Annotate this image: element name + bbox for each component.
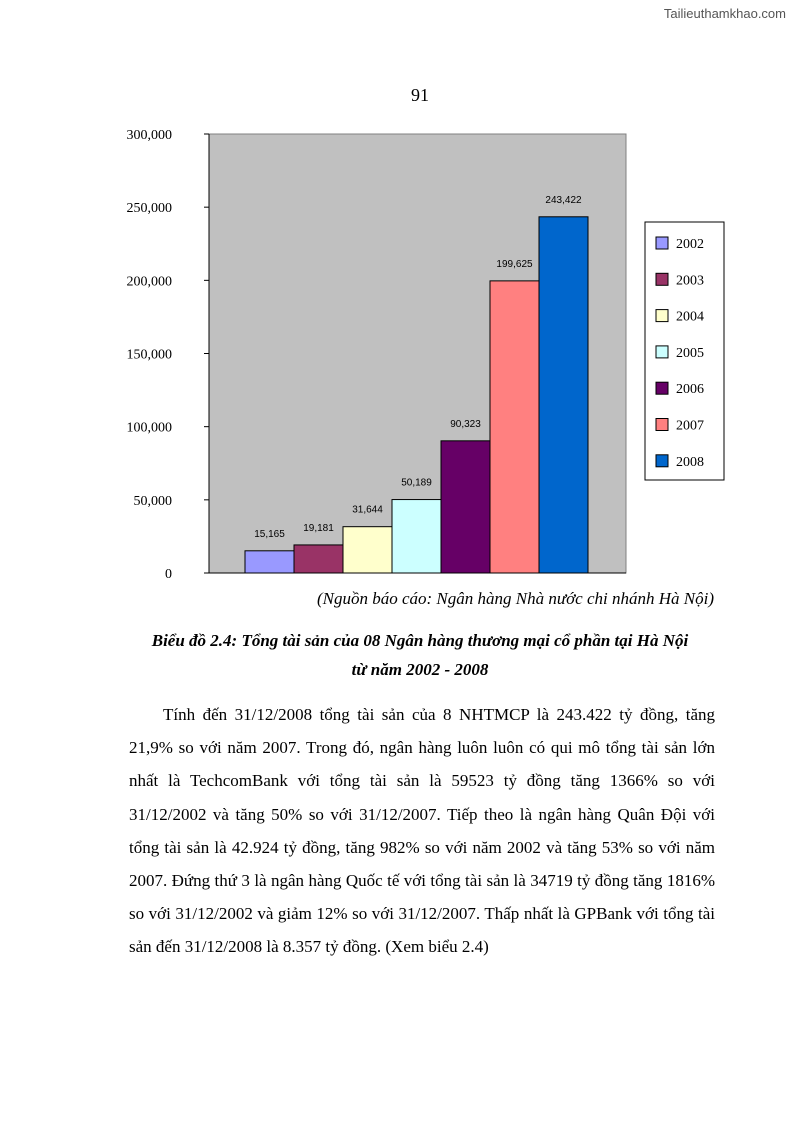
legend-label-2007: 2007 (676, 418, 704, 434)
y-tick-label: 50,000 (133, 493, 172, 509)
y-tick-label: 200,000 (126, 274, 172, 290)
legend-swatch-2003 (656, 273, 668, 285)
y-tick-label: 0 (165, 567, 172, 582)
source-note: (Nguồn báo cáo: Ngân hàng Nhà nước chi nhánh Hà Nội) (316, 589, 714, 608)
watermark: Tailieuthamkhao.com (663, 6, 786, 21)
data-label-2007: 199,625 (496, 258, 533, 270)
data-label-2005: 50,189 (401, 477, 432, 489)
data-label-2006: 90,323 (450, 418, 481, 430)
bar-2005 (392, 500, 441, 573)
y-tick-label: 100,000 (126, 420, 172, 436)
legend-label-2005: 2005 (676, 345, 704, 361)
data-label-2002: 15,165 (254, 528, 285, 540)
y-tick-label: 250,000 (126, 201, 172, 217)
y-tick-label: 300,000 (126, 128, 172, 143)
legend-swatch-2004 (656, 310, 668, 322)
legend-swatch-2008 (656, 455, 668, 467)
bar-2008 (539, 217, 588, 573)
legend-label-2008: 2008 (676, 454, 704, 470)
bar-2007 (490, 281, 539, 573)
body-paragraph: Tính đến 31/12/2008 tổng tài sản của 8 NHTMCP là 243.422 tỷ đồng, tăng 21,9% so với năm 2007. Trong đó, ngân hàng luôn luôn có qui mô tổng tài sản lớn nhất là TechcomBank với tổng tài sản là 59523 tỷ đồng tăng 1366% so với 31/12/2002 và tăng 50% so với 31/12/2007. Tiếp theo là ngân hàng Quân Đội với tổng tài sản là 42.924 tỷ đồng, tăng 982% so với năm 2002 và tăng 53% so với năm 2007. Đứng thứ 3 là ngân hàng Quốc tế với tổng tài sản là 34719 tỷ đồng tăng 1816% so với 31/12/2002 và giảm 12% so với 31/12/2007. Thấp nhất là GPBank với tổng tài sản đến 31/12/2008 là 8.357 tỷ đồng. (Xem biểu 2.4) (129, 705, 715, 957)
y-tick-label: 150,000 (126, 347, 172, 363)
legend-swatch-2002 (656, 237, 668, 249)
legend-swatch-2006 (656, 382, 668, 394)
legend-label-2006: 2006 (676, 382, 704, 398)
bar-2004 (343, 527, 392, 573)
legend-label-2004: 2004 (676, 309, 704, 325)
legend-swatch-2007 (656, 419, 668, 431)
data-label-2004: 31,644 (352, 504, 383, 516)
legend-label-2002: 2002 (676, 237, 704, 252)
bar-2006 (441, 441, 490, 573)
figure-caption (100, 626, 740, 684)
bar-2003 (294, 545, 343, 573)
caption-line-2: từ năm 2002 - 2008 (351, 660, 489, 679)
bar-2002 (245, 551, 294, 573)
data-label-2003: 19,181 (303, 522, 334, 534)
caption-line-1: Biểu đồ 2.4: Tổng tài sản của 08 Ngân hàng thương mại cổ phần tại Hà Nội (151, 631, 689, 650)
page-number: 91 (411, 85, 429, 105)
legend-label-2003: 2003 (676, 273, 704, 289)
data-label-2008: 243,422 (545, 194, 582, 206)
legend-swatch-2005 (656, 346, 668, 358)
